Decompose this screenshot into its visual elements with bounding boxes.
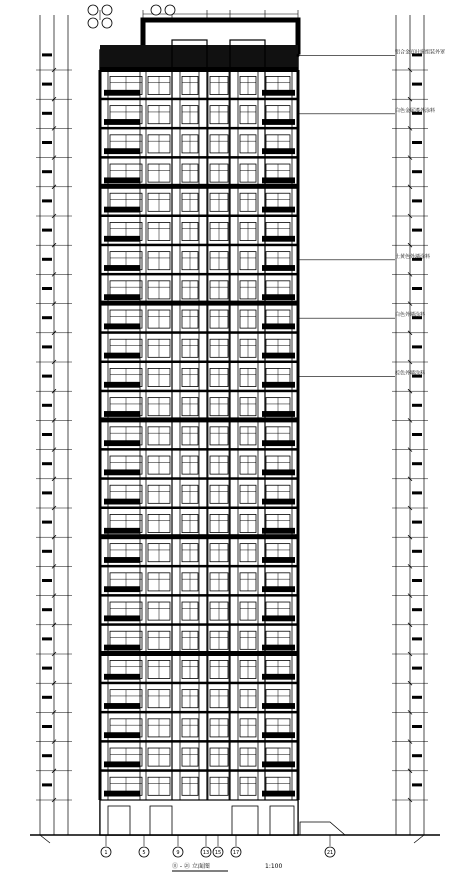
axis-7 [325,835,335,857]
balcony-rail [104,119,140,125]
stair-core-left [172,40,207,835]
balcony-rail [262,411,295,417]
floor-slab [100,215,298,218]
dim-label-mark [42,491,52,494]
balcony-rail [104,323,140,329]
balcony-rail [262,323,295,329]
dim-label-mark [42,550,52,553]
balcony-rail [104,732,140,738]
dim-label-mark [42,53,52,56]
callout-text: 土黄色外墙涂料 [395,253,431,260]
callout-4 [297,311,426,320]
dim-label-mark [412,550,422,553]
floor-slab [100,623,298,626]
floor-slab [100,156,298,159]
dim-label-mark [412,608,422,611]
balcony-rail [262,645,295,651]
balcony-rail [262,265,295,271]
dim-label-mark [42,637,52,640]
dim-label-mark [42,433,52,436]
callout-1 [297,48,446,57]
floor-slab [100,244,298,247]
balcony-rail [262,294,295,300]
dim-label-mark [412,404,422,407]
dim-label-mark [412,725,422,728]
balcony-rail [104,557,140,563]
dim-label-mark [412,199,422,202]
leader-dot [297,375,300,378]
floor-slab [100,390,298,393]
floor-slab [100,331,298,334]
balcony-rail [104,177,140,183]
floor-slab [100,361,298,364]
balcony-rail [262,586,295,592]
canopy [300,822,345,835]
dim-label-mark [42,579,52,582]
dim-label-mark [412,521,422,524]
balcony-rail [262,353,295,359]
dim-label-mark [42,258,52,261]
dim-label-mark [412,462,422,465]
floor-slab [100,594,298,597]
balcony-rail [262,469,295,475]
balcony-rail [262,615,295,621]
callout-text: 铝合金百叶窗组装外罩 [395,49,446,56]
dim-label-mark [42,725,52,728]
dim-label-mark [412,696,422,699]
dim-label-mark [412,637,422,640]
axis-label: 1 [104,850,108,856]
floor-slab [100,507,298,510]
axis-bubble-top [88,5,98,15]
floor-slab [100,417,298,422]
balcony-rail [262,528,295,534]
axis-4 [201,835,211,857]
balcony-rail [262,177,295,183]
balcony-rail [104,294,140,300]
balcony-rail [262,674,295,680]
dim-label-mark [42,170,52,173]
stair-core-right [230,40,265,835]
balcony-rail [104,615,140,621]
dim-label-mark [42,316,52,319]
dim-label-mark [412,754,422,757]
balcony-rail [104,528,140,534]
floor-slab [100,184,298,189]
building-facade [30,20,440,835]
dim-label-mark [412,579,422,582]
axis-bubble-top [88,18,98,28]
dim-label-mark [42,375,52,378]
dim-line [40,835,50,843]
dim-label-mark [412,783,422,786]
dim-label-mark [42,608,52,611]
axis-label: 5 [142,850,146,856]
leader-dot [297,258,300,261]
balcony-rail [104,674,140,680]
dim-label-mark [412,83,422,86]
balcony-rail [104,645,140,651]
dim-label-mark [412,667,422,670]
axis-3 [173,835,183,857]
floor-slab [100,127,298,129]
floor-slab [100,740,298,743]
drawing-title: ⑪ - ㉑ 立面图 [172,863,210,870]
balcony-rail [104,90,140,96]
floor-slab [100,711,298,714]
balcony-rail [262,90,295,96]
balcony-rail [104,586,140,592]
dim-label-mark [42,521,52,524]
callout-text: 白色金属漆外涂料 [395,107,436,114]
balcony-rail [104,440,140,446]
balcony-rail [104,382,140,388]
balcony-rail [262,440,295,446]
drawing-scale: 1:100 [265,863,283,870]
balcony-rail [104,791,140,797]
leader-dot [297,112,300,115]
axis-6 [231,835,241,857]
balcony-rail [104,703,140,709]
balcony-rail [262,703,295,709]
dim-label-mark [42,141,52,144]
balcony-rail [104,499,140,505]
floor-slab [100,448,298,451]
material-callouts [297,48,446,378]
balcony-rail [104,236,140,242]
dim-label-mark [42,783,52,786]
dim-label-mark [42,667,52,670]
floor-slab [100,682,298,685]
leader-dot [297,317,300,320]
floor-slab [100,534,298,539]
callout-5 [297,370,426,379]
axis-bubble-top [102,5,112,15]
axis-label: 9 [176,850,180,856]
balcony-rail [262,791,295,797]
balcony-rail [104,265,140,271]
balcony-rail [104,353,140,359]
floor-slab [100,769,298,772]
dim-label-mark [42,462,52,465]
dim-label-mark [412,345,422,348]
balcony-rail [262,119,295,125]
dim-label-mark [42,83,52,86]
balcony-rail [104,761,140,767]
dim-label-mark [412,229,422,232]
dim-label-mark [412,170,422,173]
balcony-rail [262,732,295,738]
dim-label-mark [42,287,52,290]
floor-slab [100,273,298,276]
floor-slab [100,565,298,568]
dim-label-mark [42,754,52,757]
axis-5 [213,835,223,857]
dim-label-mark [42,112,52,115]
dim-label-mark [42,199,52,202]
dim-label-mark [412,141,422,144]
balcony-rail [262,148,295,154]
floor-slab [100,477,298,480]
balcony-rail [262,207,295,213]
title-block [172,862,282,871]
dim-label-mark [42,229,52,232]
dim-label-mark [42,345,52,348]
balcony-rail [262,382,295,388]
ground-floor [100,800,345,835]
axis-label: 21 [326,850,334,856]
floor-slab [100,651,298,656]
balcony-rail [104,148,140,154]
floor-slab [100,67,298,72]
dimension-lines [36,10,431,843]
callout-text: 棕色外墙涂料 [395,370,426,377]
dim-label-mark [42,404,52,407]
floor-slab [100,98,298,101]
axis-label: 15 [214,850,222,856]
axis-bubble-top [102,18,112,28]
dim-label-mark [412,287,422,290]
dim-line [414,835,424,843]
balcony-rail [262,499,295,505]
balcony-rail [262,236,295,242]
axis-1 [101,835,111,857]
balcony-rail [104,411,140,417]
axis-bubble-top [151,5,161,15]
balcony-rail [104,207,140,213]
axis-bubble-top [165,5,175,15]
balcony-rail [262,557,295,563]
dim-label-mark [42,696,52,699]
balcony-rail [262,761,295,767]
axis-label: 17 [232,850,240,856]
dim-label-mark [412,433,422,436]
balcony-rail [104,469,140,475]
axis-2 [139,835,149,857]
roof-band [100,45,298,70]
axis-label: 13 [202,850,210,856]
leader-dot [297,54,300,57]
dim-label-mark [412,491,422,494]
callout-text: 白色外墙涂料 [395,312,426,319]
floor-slab [100,301,298,306]
